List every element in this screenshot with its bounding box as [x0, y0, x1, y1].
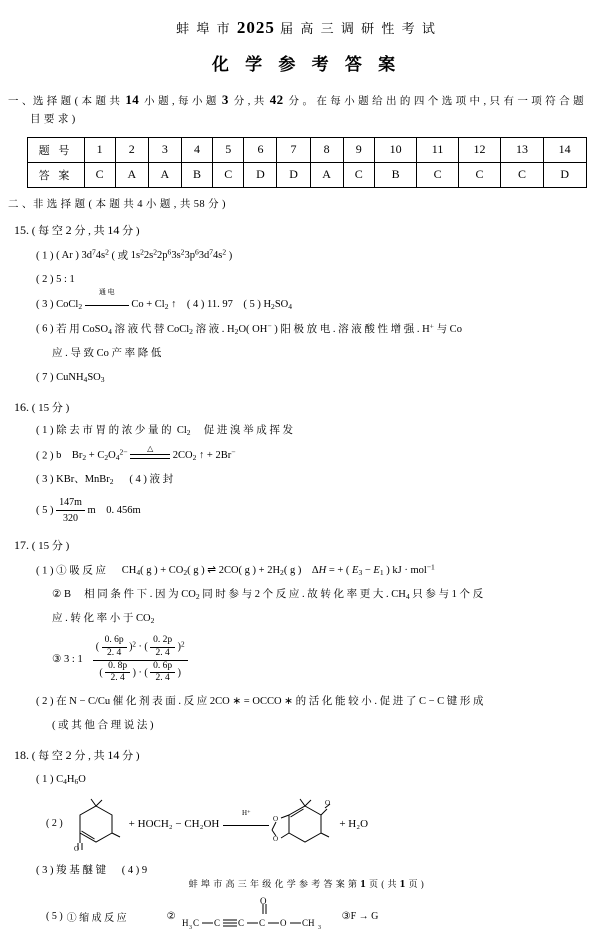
section1-heading [8, 89, 613, 129]
electrolysis-condition: 通 电 [98, 287, 115, 296]
fraction-denominator: 320 [63, 513, 79, 525]
q17-sub2-text2: 应 . 转 化 率 小 于 $CO_2$ [52, 612, 155, 625]
q16-item2-text: b $Br_2 + C_2O_4^{2-}$ [56, 448, 128, 463]
q18-total: 14 [107, 748, 120, 763]
q18-item2-reagent: + HOCH₂ − CH₂OH [128, 817, 220, 830]
q15-item5: ( 5 ) $H_2SO_4$ [243, 298, 293, 311]
table-cell: A [310, 162, 343, 187]
footer-total-pages: 1 [399, 878, 406, 890]
table-cell: C [84, 162, 115, 187]
section2-mid: 小 题 , 共 [145, 198, 191, 210]
q17-item-2-cont [52, 717, 613, 736]
q17-sub1-label: ① 吸 反 应 [56, 565, 106, 577]
title-prefix: 蚌 埠 市 [176, 21, 232, 36]
q17-item2-text: 在 N − C/Cu 催 化 剂 表 面 . 反 应 2CO ∗ = OCCO ∗ 的 活 化 能 较 小 . 促 进 了 C − C 键 形 成 [56, 696, 484, 708]
q16-item-1 [36, 422, 613, 441]
q15-item-6-cont [52, 345, 613, 364]
q15-item7-text: $CuNH_4SO_3$ [56, 371, 105, 384]
acid-catalysis-arrow [223, 809, 269, 829]
table-cell: 8 [310, 137, 343, 162]
table-cell: 11 [417, 137, 458, 162]
q17-sub3 [52, 635, 613, 686]
equilibrium-arrow [130, 443, 170, 462]
table-cell: D [277, 162, 310, 187]
q17-sub1-equation: $CH_4$( g ) + $CO_2$( g ) ⇌ 2CO( g ) + $2H_2$( g ) [121, 565, 302, 578]
table-cell: C [417, 162, 458, 187]
q16-item5-value: 0. 456m [106, 505, 141, 517]
table-header-answer: 答 案 [27, 162, 84, 187]
answer-sheet-page [0, 18, 613, 932]
question-18-header [14, 746, 613, 766]
q15-item1-label: ( 1 ) [36, 249, 54, 261]
q15-item-6 [36, 319, 613, 339]
svg-text:C: C [213, 918, 220, 929]
page-title-line1 [0, 18, 613, 38]
q18-item-1 [36, 771, 613, 790]
table-row-answers [27, 162, 586, 187]
q16-item1-label: ( 1 ) [36, 425, 54, 437]
section1-points-each: 3 [221, 92, 229, 107]
section2-suffix: 分 ) [208, 198, 226, 210]
q15-item6-text: 若 用 CoSO$_4$ 溶 液 代 替 CoCl$_2$ 溶 液 . $H_2O$( OH− ) 阳 极 放 电 . 溶 液 酸 性 增 强 . H+ 与 Co [56, 321, 462, 336]
page-footer [0, 877, 613, 890]
q15-item-3 [36, 287, 613, 315]
electrolysis-arrow [85, 287, 129, 314]
q15-item1-close: ) [228, 249, 233, 261]
table-cell: C [501, 162, 544, 187]
q15-per: 2 [65, 222, 72, 237]
q17-item2-text2: ( 或 其 他 合 理 说 法 ) [52, 720, 154, 732]
q18-item5-label: ( 5 ) [46, 910, 63, 922]
section1-mid2: 分 , 共 [233, 96, 265, 107]
title-year: 2025 [236, 18, 275, 37]
q16-item4: ( 4 ) 液 封 [129, 474, 174, 486]
q17-sub2-label: ② B [52, 589, 72, 601]
q16-item2-products: $2CO_2$ ↑ + 2Br− [172, 448, 236, 463]
q16-item2-label: ( 2 ) [36, 450, 54, 462]
q17-sub2-text: 相 同 条 件 下 . 因 为 $CO_2$ 同 时 参 与 2 个 反 应 . 故 转 化 率 更 大 . $CH_4$ 只 参 与 1 个 反 [84, 589, 484, 601]
expression-numerator: ( $\frac{0. 6p}{2. 4}$ )$^2$ · ( $\frac{0. 2p}{2. 4}$ )$^2$ [93, 635, 188, 661]
num-frac-1: $\frac{0. 6p}{2. 4}$ [102, 635, 127, 660]
table-cell: D [543, 162, 586, 187]
question-17-header [14, 536, 613, 556]
q16-item5-fraction [56, 495, 85, 526]
table-row-numbers [27, 137, 586, 162]
section1-suffix: 分 。 在 每 小 题 给 出 的 四 个 选 项 中 , 只 有 一 项 符 合 题 [288, 96, 584, 107]
q17-item1-label: ( 1 ) [36, 565, 54, 577]
q18-item2-label: ( 2 ) [46, 818, 63, 830]
q17-item2-label: ( 2 ) [36, 696, 54, 708]
table-cell: 10 [374, 137, 417, 162]
table-cell: 12 [458, 137, 501, 162]
table-cell: 9 [343, 137, 374, 162]
footer-mid: 页 ( 共 [369, 879, 397, 889]
cyclohexenone-structure [67, 796, 125, 852]
q18-head2: 分 , 共 [74, 750, 105, 763]
q18-item3-label: ( 3 ) [36, 864, 54, 876]
section1-suffix2: 目 要 求 ) [30, 114, 76, 126]
q16-head: ( 15 分 ) [31, 401, 70, 414]
table-cell: C [343, 162, 374, 187]
q17-sub2-cont [52, 610, 613, 629]
question-18-number: 18. [14, 748, 29, 763]
section2-count: 4 [137, 198, 143, 210]
q15-item3-equation: CoCl$_2$ [56, 298, 83, 311]
q16-item5-label: ( 5 ) [36, 505, 54, 517]
table-cell: B [374, 162, 417, 187]
table-cell: C [458, 162, 501, 187]
alkyne-diester-structure [182, 894, 332, 938]
q15-item6-label: ( 6 ) [36, 323, 54, 335]
q18-item1-text: $C_4H_6O$ [56, 773, 86, 786]
table-cell: C [213, 162, 244, 187]
q15-head3: 分 ) [122, 224, 140, 237]
q18-item3-text: 羧 基 醚 键 [56, 864, 106, 876]
den-frac-2: $\frac{0. 6p}{2. 4}$ [150, 661, 175, 686]
q18-item5-a: ① 缩 成 反 应 [66, 912, 127, 924]
question-15-number: 15. [14, 222, 29, 237]
q15-item1-config: ( Ar ) $3d^74s^2$ [56, 247, 109, 261]
svg-text:O: O [279, 918, 287, 929]
q16-item3-text: KBr、MnBr$_2$ [56, 474, 114, 487]
table-cell: 1 [84, 137, 115, 162]
table-cell: 4 [181, 137, 212, 162]
q15-item1-or: ( 或 [111, 249, 129, 261]
q17-item-2 [36, 693, 613, 712]
q16-item-3 [36, 471, 613, 490]
svg-text:C: C [192, 918, 199, 929]
q16-item1-text: 除 去 市 胃 的 浓 少 量 的 $Cl_2$ 促 进 溴 举 成 挥 发 [56, 425, 293, 437]
q15-total: 14 [107, 222, 120, 237]
fraction-numerator: 147m [56, 495, 85, 511]
q17-sub2 [52, 586, 613, 605]
table-header-question: 题 号 [27, 137, 84, 162]
q18-item5-c: ③F → G [341, 910, 379, 922]
section2-points-total: 58 [193, 198, 206, 210]
page-title-line2: 化 学 参 考 答 案 [211, 55, 402, 74]
q15-head: ( 每 空 [31, 224, 63, 237]
section1-count: 14 [125, 92, 140, 107]
table-cell: A [148, 162, 181, 187]
q15-item3-label: ( 3 ) [36, 298, 54, 310]
den-frac-1: $\frac{0. 8p}{2. 4}$ [105, 661, 130, 686]
section1-points-total: 42 [269, 92, 284, 107]
table-cell: 3 [148, 137, 181, 162]
q15-item-1 [36, 246, 613, 266]
table-cell: 6 [244, 137, 277, 162]
q15-item2-text: 5 : 1 [56, 273, 75, 285]
q15-item4: ( 4 ) 11. 97 [186, 298, 233, 310]
footer-prefix: 蚌 埠 市 高 三 年 级 化 学 参 考 答 案 第 [188, 879, 358, 889]
table-cell: D [244, 162, 277, 187]
heat-condition: △ [147, 443, 154, 453]
question-15-header [14, 221, 613, 241]
q15-item6-text2: 应 . 导 致 Co 产 率 降 低 [52, 347, 162, 359]
q17-item-1 [36, 561, 613, 581]
svg-text:O: O [325, 798, 331, 807]
q17-sub3-label: ③ 3 : 1 [52, 653, 83, 665]
q18-head: ( 每 空 [31, 750, 63, 763]
acid-condition: H⁺ [241, 809, 251, 818]
question-17-number: 17. [14, 538, 29, 553]
q17-head: ( 15 分 ) [31, 540, 70, 553]
q16-item-2 [36, 443, 613, 466]
q16-item3-label: ( 3 ) [36, 474, 54, 486]
title-suffix: 届 高 三 调 研 性 考 试 [280, 21, 437, 36]
table-cell: 13 [501, 137, 544, 162]
footer-suffix: 页 ) [408, 879, 425, 889]
table-cell: B [181, 162, 212, 187]
q15-item2-label: ( 2 ) [36, 273, 54, 285]
num-frac-2: $\frac{0. 2p}{2. 4}$ [150, 635, 175, 660]
svg-text:3: 3 [188, 925, 192, 932]
svg-text:CH: CH [301, 918, 315, 929]
answer-table [27, 137, 587, 188]
section2-heading [8, 196, 613, 211]
svg-text:3: 3 [317, 925, 321, 932]
q17-sub1-enthalpy: ΔH = + ( $E_3 - E_1$ ) kJ · mol$^{-1}$ [311, 562, 435, 578]
q16-item-5 [36, 495, 613, 526]
q18-item5-b: ② [166, 910, 176, 922]
table-cell: 14 [543, 137, 586, 162]
svg-text:O: O [259, 896, 267, 907]
table-cell: 5 [213, 137, 244, 162]
question-16-number: 16. [14, 399, 29, 414]
svg-text:O: O [273, 814, 279, 823]
section1-prefix: 一 、选 择 题 ( 本 题 共 [8, 96, 121, 107]
svg-text:H: H [181, 918, 189, 929]
q18-item-5 [46, 894, 613, 938]
table-cell: A [115, 162, 148, 187]
q16-item5-unit: m [87, 505, 96, 517]
q17-sub3-expression [93, 635, 188, 686]
q18-per: 2 [65, 748, 72, 763]
svg-text:C: C [237, 918, 244, 929]
q15-head2: 分 , 共 [74, 224, 105, 237]
q15-item7-label: ( 7 ) [36, 371, 54, 383]
section1-mid1: 小 题 , 每 小 题 [144, 96, 217, 107]
q18-item1-label: ( 1 ) [36, 773, 54, 785]
table-cell: 2 [115, 137, 148, 162]
question-16-header [14, 398, 613, 418]
expression-denominator: ( $\frac{0. 8p}{2. 4}$ ) · ( $\frac{0. 6p}{2. 4}$ ) [99, 660, 181, 684]
svg-text:C: C [258, 918, 265, 929]
q18-item-2 [46, 796, 613, 852]
q15-item1-alt: $1s^22s^22p^63s^23p^63d^74s^2$ [130, 247, 227, 261]
q15-item-7 [36, 369, 613, 388]
table-cell: 7 [277, 137, 310, 162]
section2-prefix: 二 、非 选 择 题 ( 本 题 共 [8, 198, 135, 210]
q18-item2-byproduct: + H₂O [339, 817, 369, 830]
ketal-product-structure [269, 796, 335, 852]
svg-text:O: O [73, 844, 79, 852]
footer-page-number: 1 [360, 878, 367, 890]
q15-item3-products: $Co + Cl_2$ ↑ [131, 298, 177, 311]
q18-head3: 分 ) [122, 750, 140, 763]
q18-item4: ( 4 ) 9 [121, 864, 148, 876]
svg-text:O: O [273, 834, 279, 843]
